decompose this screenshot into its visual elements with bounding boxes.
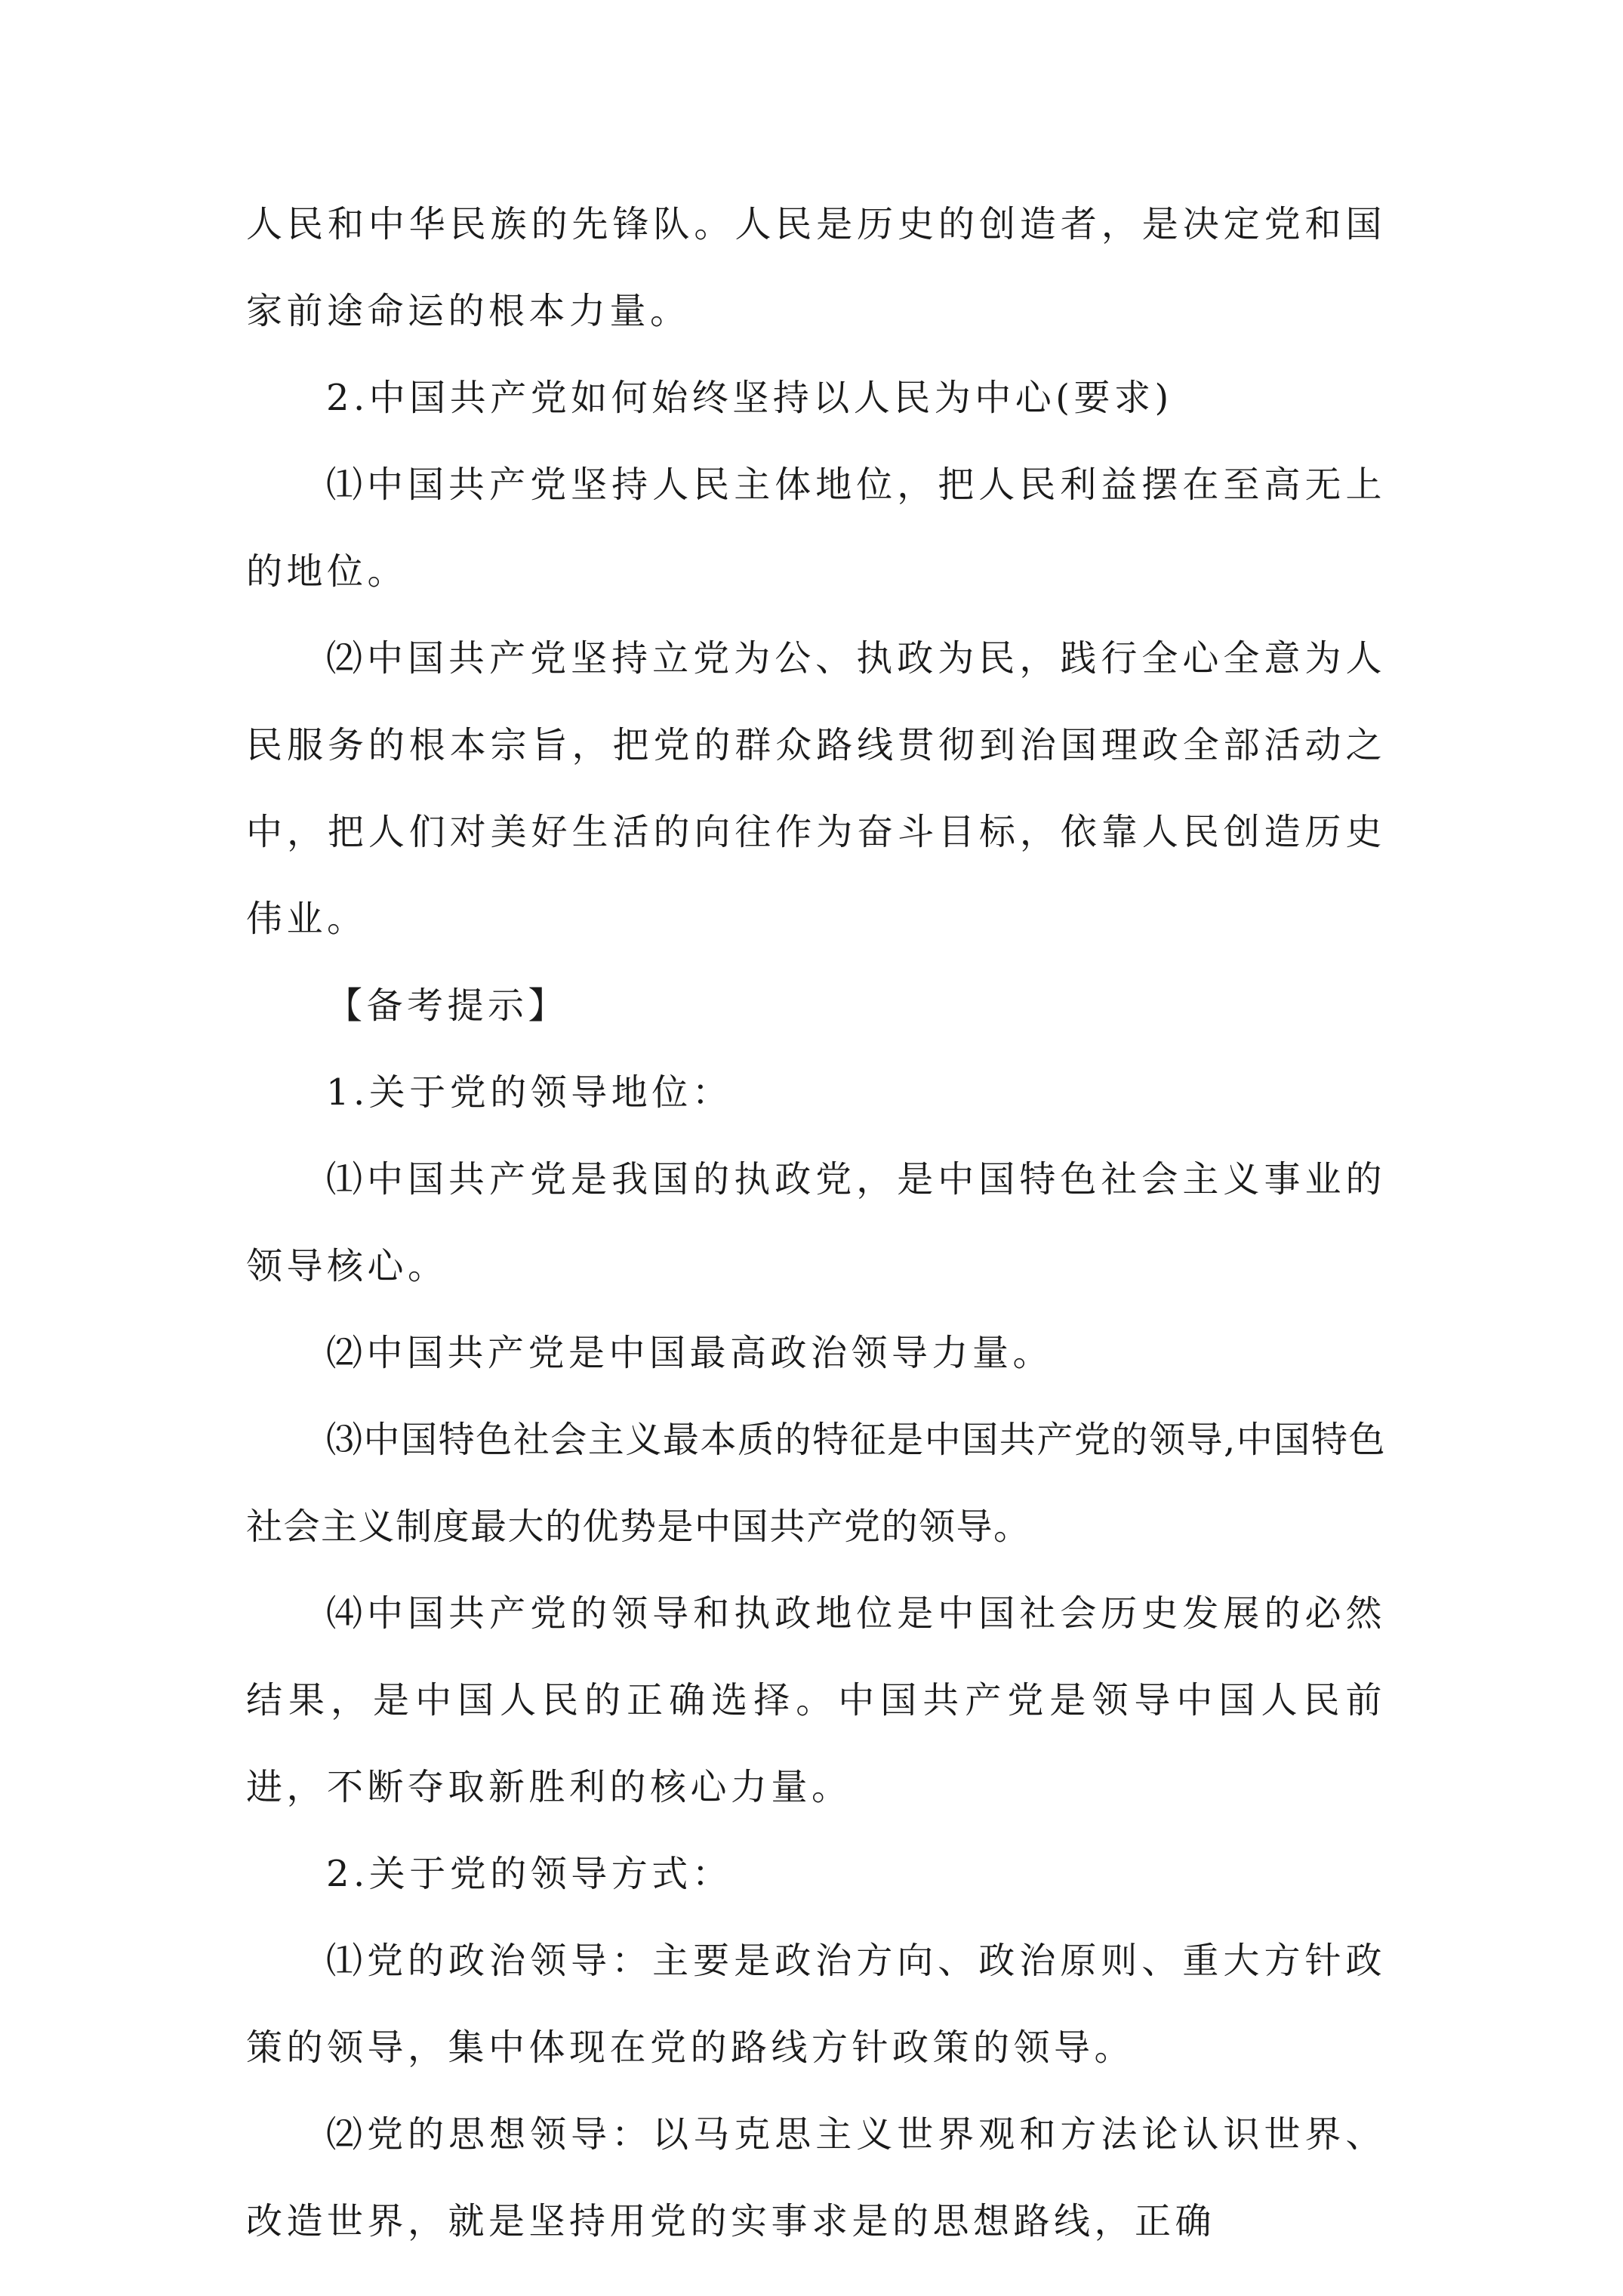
section-heading-2: 2.中国共产党如何始终坚持以人民为中心(要求) [326,377,1173,419]
tip-heading-1: 1.关于党的领导地位： [326,1071,733,1114]
body-text [246,181,1386,2265]
list-item-1: ⑴中国共产党坚持人民主体地位，把人民利益摆在至高无上的地位。 [246,464,1386,593]
tip-item-6: ⑵党的思想领导：以马克思主义世界观和方法论认识世界、改造世界，就是坚持用党的实事求是的思想路线，正确 [246,2113,1386,2242]
tip-item-4: ⑷中国共产党的领导和执政地位是中国社会历史发展的必然结果，是中国人民的正确选择。中国共产党是领导中国人民前进，不断夺取新胜利的核心力量。 [246,1592,1386,1808]
paragraph-continuation: 人民和中华民族的先锋队。人民是历史的创造者，是决定党和国家前途命运的根本力量。 [246,203,1386,332]
tip-item-3: ⑶中国特色社会主义最本质的特征是中国共产党的领导,中国特色社会主义制度最大的优势是中国共产党的领导。 [246,1419,1386,1548]
tip-item-2: ⑵中国共产党是中国最高政治领导力量。 [326,1332,1054,1374]
list-item-2: ⑵中国共产党坚持立党为公、执政为民，践行全心全意为人民服务的根本宗旨，把党的群众路线贯彻到治国理政全部活动之中，把人们对美好生活的向往作为奋斗目标，依靠人民创造历史伟业。 [246,637,1386,940]
exam-tip-heading: 【备考提示】 [326,985,569,1027]
tip-item-1: ⑴中国共产党是我国的执政党，是中国特色社会主义事业的领导核心。 [246,1158,1386,1287]
tip-item-5: ⑴党的政治领导：主要是政治方向、政治原则、重大方针政策的领导，集中体现在党的路线方针政策的领导。 [246,1940,1386,2069]
tip-heading-2: 2.关于党的领导方式： [326,1853,733,1895]
